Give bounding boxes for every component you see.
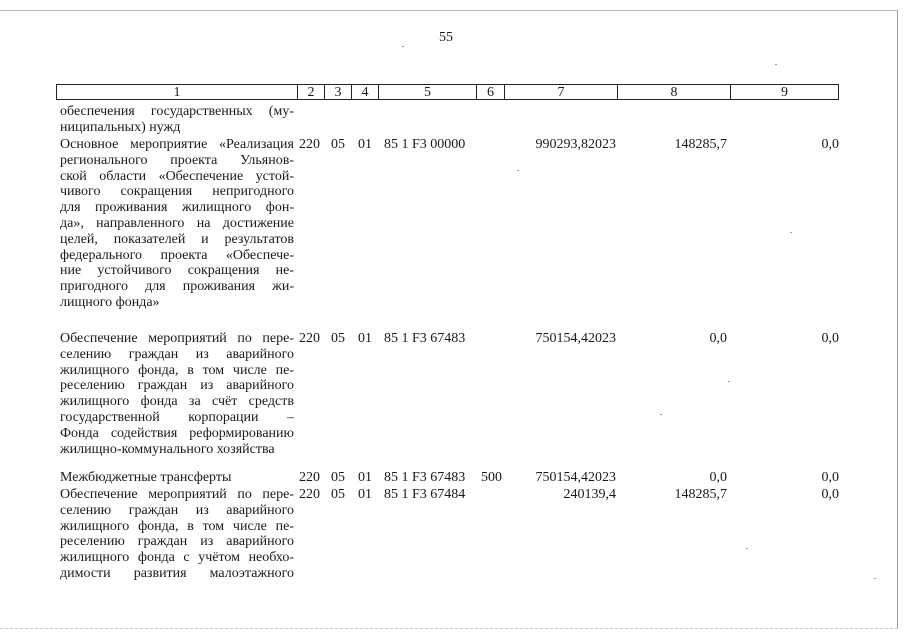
scan-speck [517,170,519,171]
header-col-5: 5 [379,84,477,100]
row-description-line: обеспечения государственных (му- [60,104,294,119]
header-col-3: 3 [325,84,352,100]
row-description-line: лищного фонда» [60,294,160,310]
cell-col-9: 0,0 [821,331,839,346]
row-description-line: жилищного фонда с учётом необхо- [60,550,294,566]
scan-speck [402,46,404,47]
page-bottom-edge [0,628,898,629]
cell-col-3: 05 [331,331,345,346]
cell-col-3: 05 [331,487,345,502]
row-description-line: ниципальных) нужд [60,119,181,135]
row-description-line: селению граждан из аварийного [60,346,294,362]
cell-col-5: 85 1 F3 67484 [384,487,466,502]
header-col-8: 8 [618,84,731,100]
header-col-9: 9 [731,84,839,100]
cell-col-4: 01 [358,331,372,346]
row-description-line: Фонда содействия реформированию [60,425,294,441]
row-description-line: Обеспечение мероприятий по пере- [60,331,294,346]
table-row [60,104,294,136]
cell-col-5: 85 1 F3 67483 [384,331,466,346]
cell-col-2: 220 [299,487,320,502]
row-description-line: жилищного фонда, в том числе пе- [60,362,294,378]
cell-col-8: 0,0 [709,470,727,485]
scan-speck [728,381,730,382]
header-col-6: 6 [477,84,505,100]
cell-col-8: 148285,7 [674,137,727,152]
row-description-line: пригодного для проживания жи- [60,279,294,295]
cell-col-5: 85 1 F3 00000 [384,137,466,152]
table-row [60,331,294,457]
cell-col-7: 990293,82023 [535,137,616,152]
cell-col-4: 01 [358,487,372,502]
header-col-7: 7 [505,84,618,100]
row-description-line: чивого сокращения непригодного [60,184,294,200]
cell-col-2: 220 [299,331,320,346]
row-description-line: реселению граждан из аварийного [60,534,294,550]
table-row [60,470,294,486]
row-description-line: федерального проекта «Обеспече- [60,247,294,263]
row-description-line: целей, показателей и результатов [60,231,294,247]
row-description-line: ние устойчивого сокращения не- [60,263,294,279]
cell-col-7: 750154,42023 [535,470,616,485]
row-description-line: жилищного фонда за счёт средств [60,394,294,410]
table-row [60,137,294,311]
cell-col-3: 05 [331,470,345,485]
scan-speck [746,548,748,549]
row-description-line: жилищного фонда, в том числе пе- [60,518,294,534]
header-col-1: 1 [56,84,298,100]
cell-col-2: 220 [299,137,320,152]
cell-col-4: 01 [358,137,372,152]
row-description-line: Межбюджетные трансферты [60,470,232,485]
table-row [60,487,294,582]
scan-speck [790,232,792,233]
row-description-line: государственной корпорации – [60,409,294,425]
row-description-line: реселению граждан из аварийного [60,378,294,394]
cell-col-3: 05 [331,137,345,152]
cell-col-8: 0,0 [709,331,727,346]
row-description-line: Обеспечение мероприятий по пере- [60,487,294,502]
cell-col-8: 148285,7 [674,487,727,502]
cell-col-6: 500 [481,470,502,485]
row-description-line: жилищно-коммунального хозяйства [60,441,275,457]
cell-col-9: 0,0 [821,487,839,502]
row-description-line: Основное мероприятие «Реализация [60,137,294,152]
row-description-line: да», направленного на достижение [60,215,294,231]
scan-speck [874,578,876,579]
cell-col-7: 750154,42023 [535,331,616,346]
row-description-line: для проживания жилищного фон- [60,200,294,216]
scan-speck [660,414,662,415]
cell-col-9: 0,0 [821,137,839,152]
cell-col-9: 0,0 [821,470,839,485]
header-col-4: 4 [352,84,379,100]
row-description-line: селению граждан из аварийного [60,502,294,518]
cell-col-4: 01 [358,470,372,485]
page-right-edge [897,10,898,628]
row-description-line: ской области «Обеспечение устой- [60,168,294,184]
header-col-2: 2 [298,84,325,100]
row-description-line: димости развития малоэтажного [60,565,294,581]
page-top-edge [0,10,898,11]
cell-col-2: 220 [299,470,320,485]
cell-col-7: 240139,4 [563,487,616,502]
scan-speck [775,64,777,65]
page-number: 55 [439,30,453,45]
row-description-line: регионального проекта Ульянов- [60,152,294,168]
cell-col-5: 85 1 F3 67483 [384,470,466,485]
